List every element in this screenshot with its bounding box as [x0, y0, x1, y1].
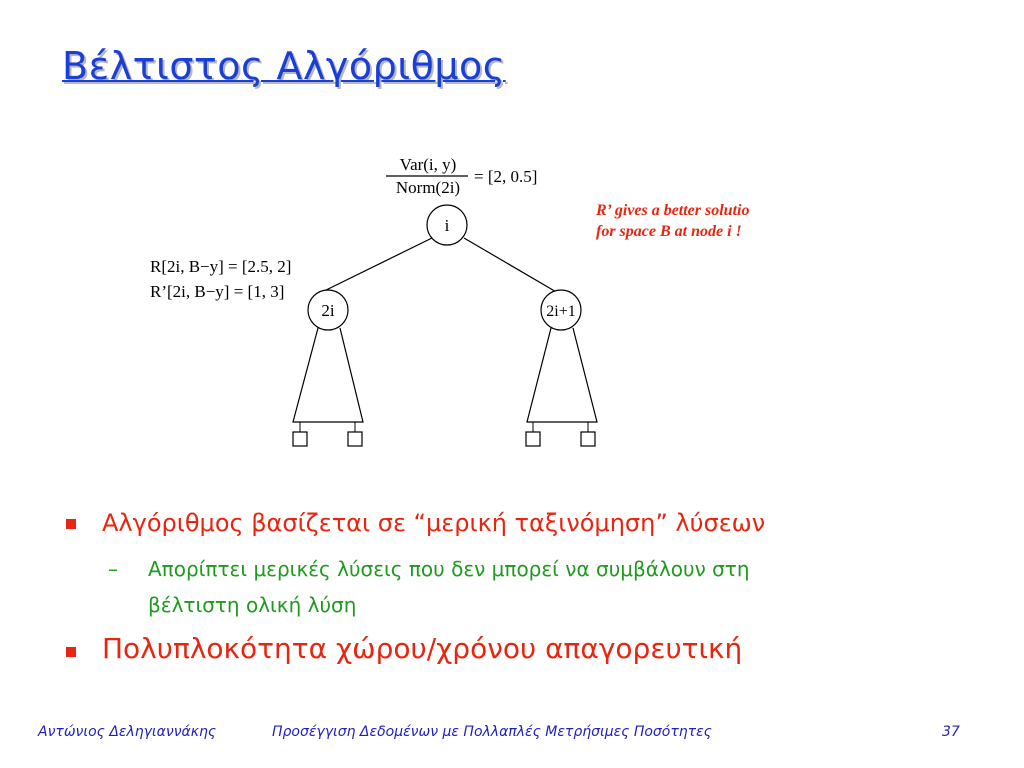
sub-bullet-item — [62, 551, 962, 623]
leaf-node — [526, 432, 540, 446]
bullet-item — [62, 505, 962, 541]
sub-bullet-line-1: Απορίπτει μερικές λύσεις που δεν μπορεί να συμβάλουν στη — [148, 557, 750, 581]
dash-icon: – — [108, 557, 118, 581]
node-right-label: 2i+1 — [546, 303, 576, 320]
leaf-node — [581, 432, 595, 446]
footer-author: Αντώνιος Δεληγιαννάκης — [38, 724, 217, 740]
bullet-list — [62, 505, 962, 667]
leaf-node — [293, 432, 307, 446]
bullet-text: Αλγόριθμος βασίζεται σε “μερική ταξινόμηση” λύσεων — [102, 509, 766, 537]
edge-root-right — [464, 238, 558, 293]
fraction-numerator: Var(i, y) — [399, 155, 457, 174]
r-prime-label: R’[2i, B−y] = [1, 3] — [150, 282, 285, 301]
bullet-item — [62, 631, 962, 667]
r-label: R[2i, B−y] = [2.5, 2] — [150, 257, 292, 276]
note-line-2: for space B at node i ! — [596, 223, 742, 240]
node-root-label: i — [444, 216, 450, 235]
left-subtree-triangle — [293, 328, 363, 422]
bullet-square-icon — [66, 647, 76, 657]
footer-page-number: 37 — [942, 724, 960, 740]
fraction-denominator: Norm(2i) — [395, 178, 461, 197]
edge-root-left — [320, 238, 432, 293]
node-left-label: 2i — [321, 301, 335, 320]
footer-course: Προσέγγιση Δεδομένων με Πολλαπλές Μετρήσιμες Ποσότητες — [272, 724, 712, 740]
note-line-1: R’ gives a better solutio — [596, 202, 750, 219]
slide-title: Βέλτιστος Αλγόριθμος — [62, 44, 506, 88]
fraction-value: = [2, 0.5] — [474, 167, 538, 186]
bullet-text: Πολυπλοκότητα χώρου/χρόνου απαγορευτική — [102, 632, 743, 665]
bullet-square-icon — [66, 519, 76, 529]
leaf-node — [348, 432, 362, 446]
right-subtree-triangle — [527, 328, 597, 422]
sub-bullet-line-2: βέλτιστη ολική λύση — [148, 593, 357, 617]
